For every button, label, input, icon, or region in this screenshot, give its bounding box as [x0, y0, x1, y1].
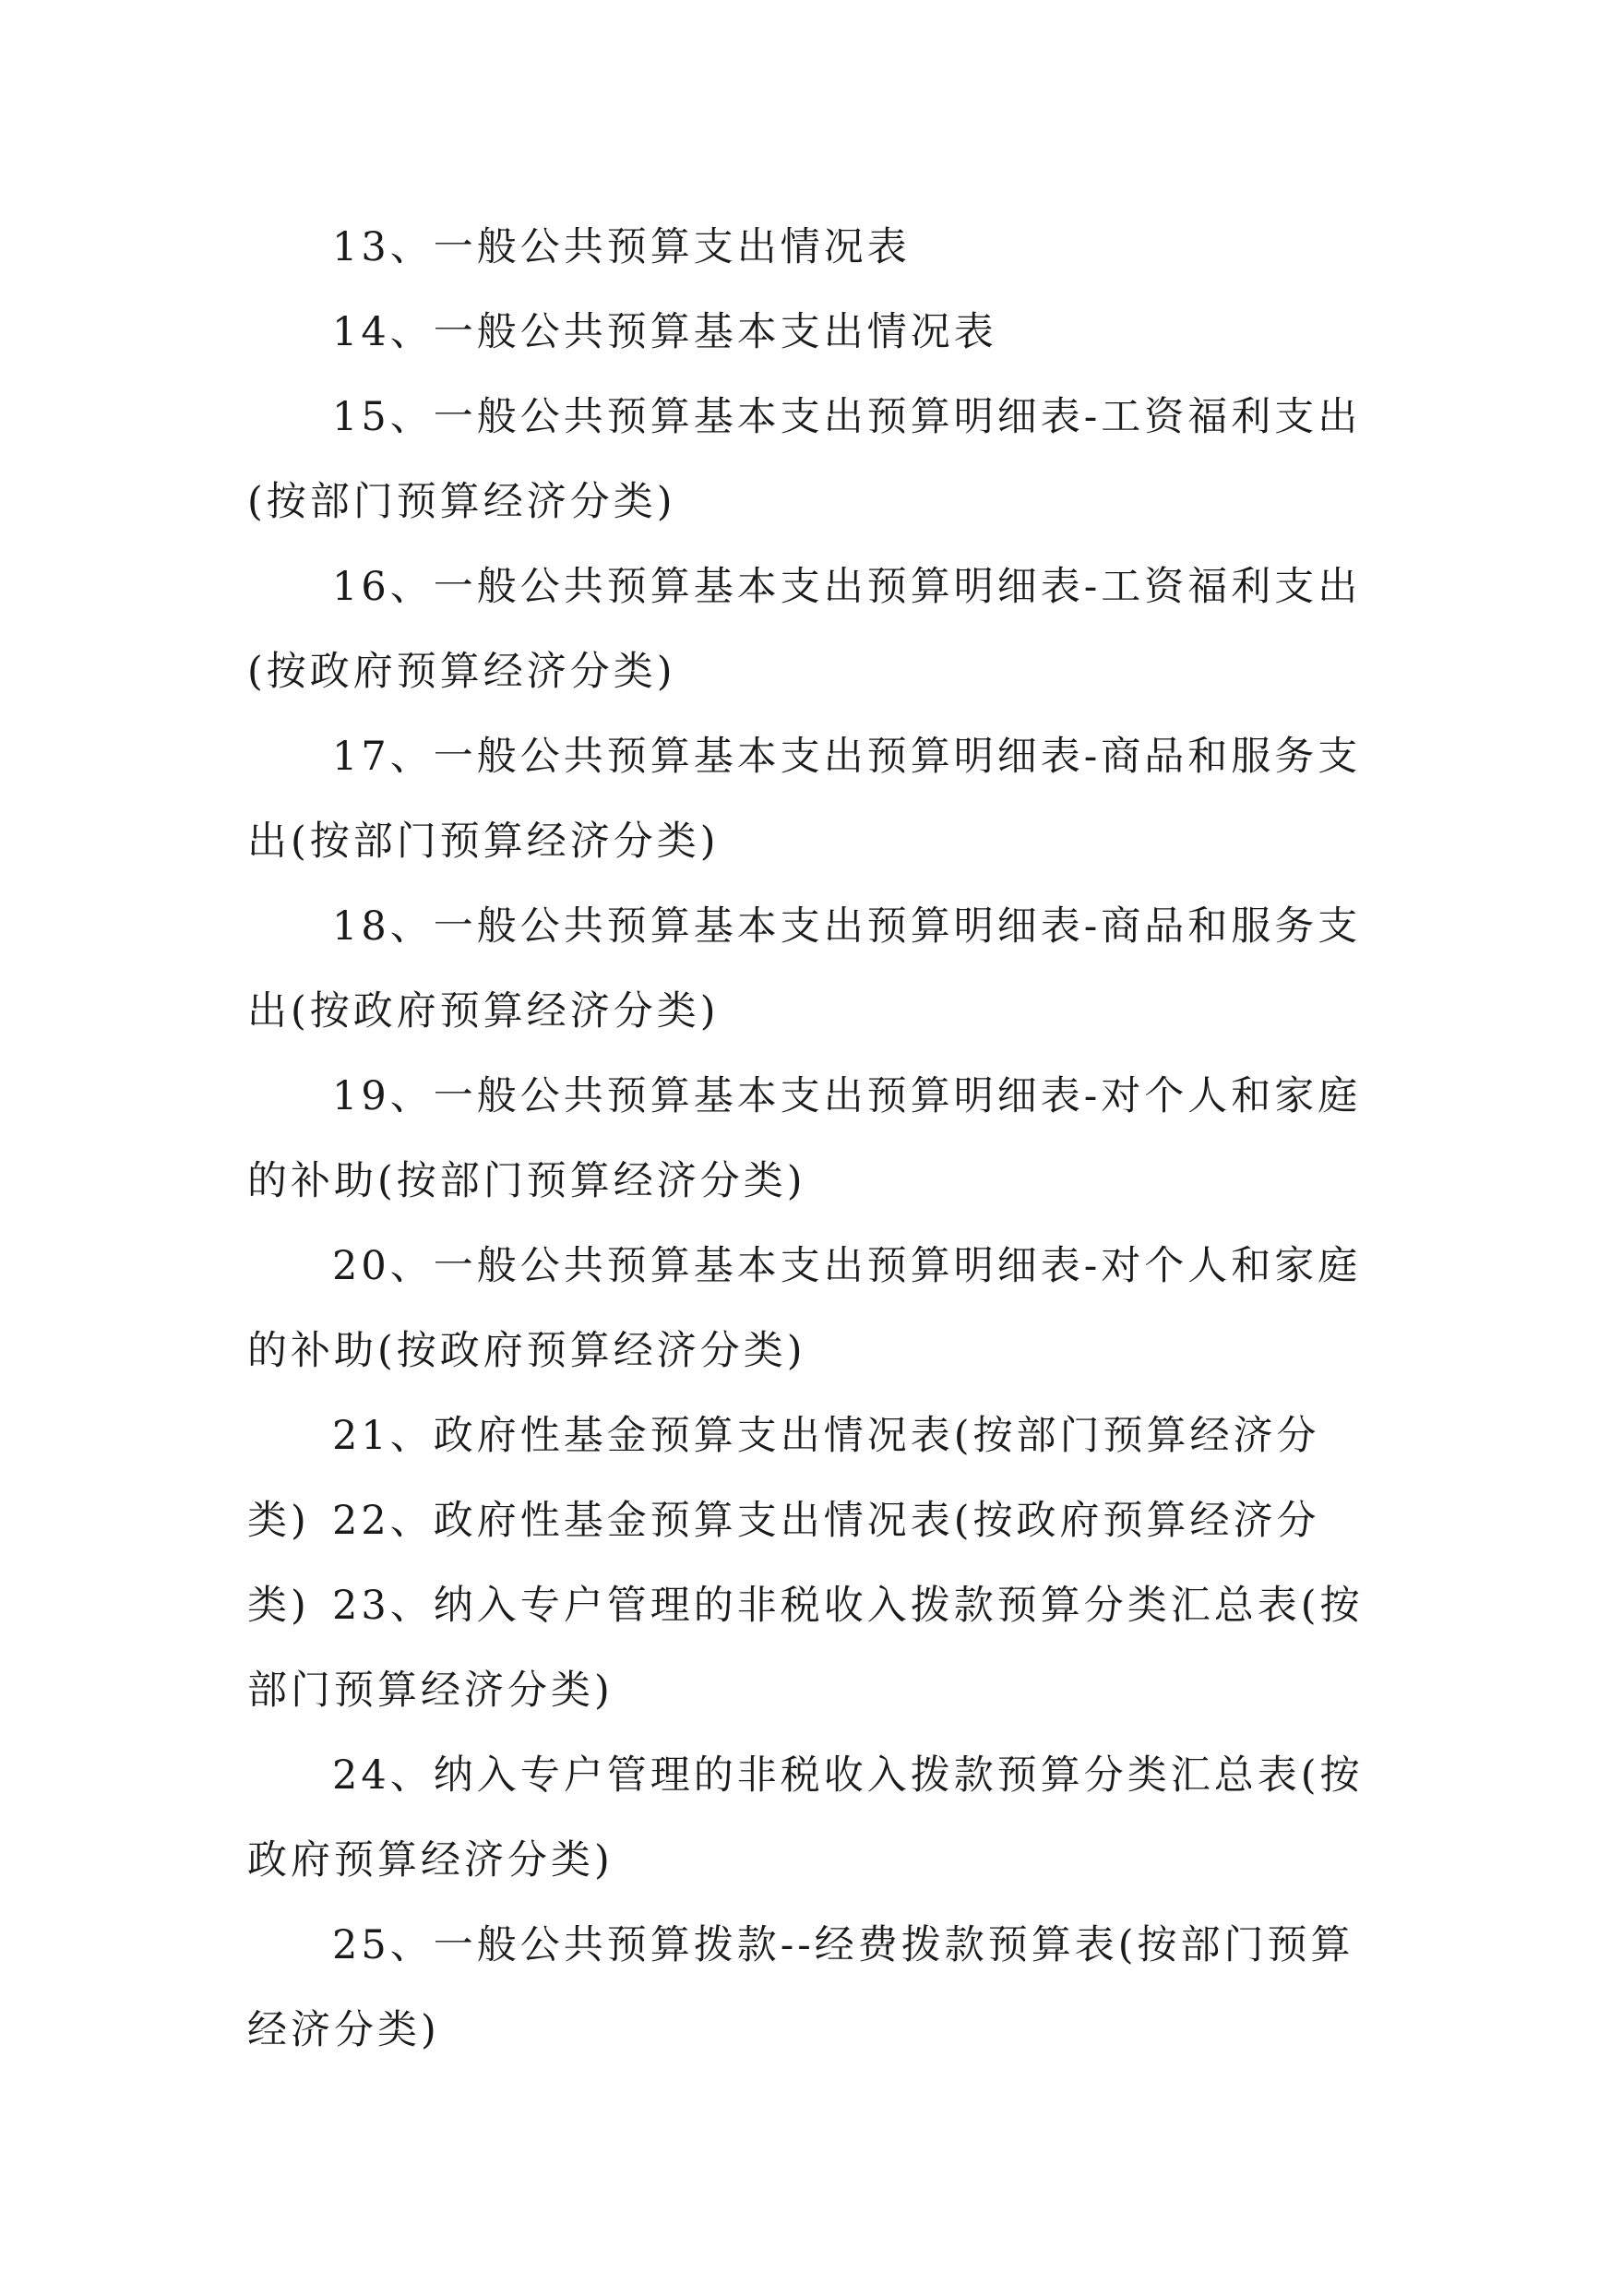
list-item: 14、一般公共预算基本支出情况表	[332, 309, 997, 355]
list-item: 21、政府性基金预算支出情况表(按部门预算经济分类)	[247, 1413, 1320, 1544]
list-item: 17、一般公共预算基本支出预算明细表-商品和服务支出(按部门预算经济分类)	[247, 734, 1362, 865]
list-item: 19、一般公共预算基本支出预算明细表-对个人和家庭的补助(按部门预算经济分类)	[247, 1073, 1362, 1204]
list-item: 13、一般公共预算支出情况表	[332, 224, 911, 270]
table-of-contents-list	[247, 205, 1375, 2073]
list-item: 16、一般公共预算基本支出预算明细表-工资福利支出(按政府预算经济分类)	[247, 564, 1362, 695]
list-item: 15、一般公共预算基本支出预算明细表-工资福利支出(按部门预算经济分类)	[247, 394, 1362, 525]
list-item: 20、一般公共预算基本支出预算明细表-对个人和家庭的补助(按政府预算经济分类)	[247, 1243, 1362, 1374]
list-item: 18、一般公共预算基本支出预算明细表-商品和服务支出(按政府预算经济分类)	[247, 903, 1362, 1034]
list-item: 22、政府性基金预算支出情况表(按政府预算经济分类)	[247, 1498, 1320, 1629]
list-item: 25、一般公共预算拨款--经费拨款预算表(按部门预算经济分类)	[247, 1922, 1354, 2053]
list-item: 23、纳入专户管理的非税收入拨款预算分类汇总表(按部门预算经济分类)	[247, 1583, 1364, 1714]
list-item: 24、纳入专户管理的非税收入拨款预算分类汇总表(按政府预算经济分类)	[247, 1752, 1364, 1883]
